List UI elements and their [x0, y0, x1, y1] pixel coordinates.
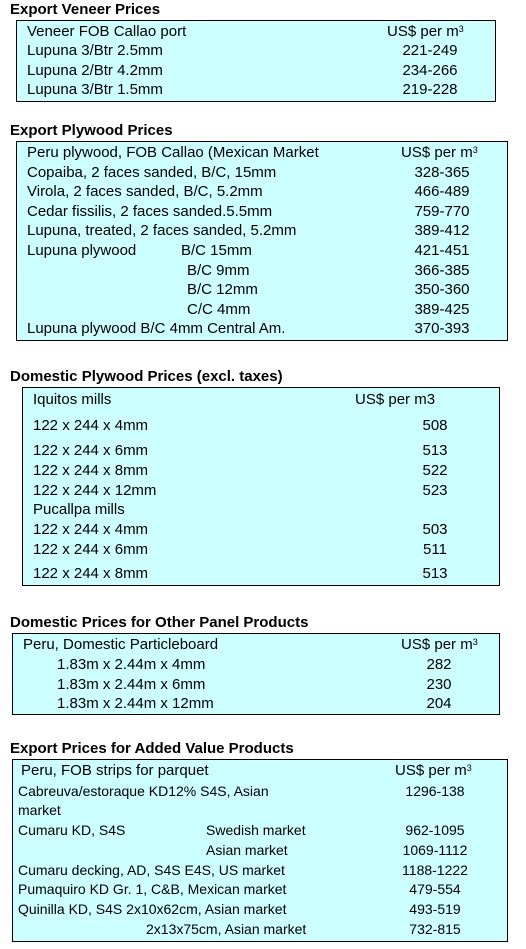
row-value: 503: [422, 521, 448, 538]
row-value: 508: [422, 417, 448, 434]
added-value-header-label: Peru, FOB strips for parquet: [21, 762, 209, 779]
row-label: Cumaru decking, AD, S4S E4S, US market: [18, 862, 285, 878]
row-label: Virola, 2 faces sanded, B/C, 5.2mm: [27, 183, 263, 200]
row-value: 1188-1222: [402, 862, 468, 878]
row-sublabel: C/C 4mm: [187, 301, 251, 318]
row-label: 122 x 244 x 4mm: [33, 417, 149, 434]
row-sublabel: B/C 9mm: [187, 262, 250, 279]
row-value: 370-393: [414, 320, 470, 337]
row-value: 350-360: [414, 281, 470, 298]
row-value: 389-412: [414, 222, 470, 239]
row-value: 389-425: [414, 301, 470, 318]
row-label: 122 x 244 x 4mm: [33, 521, 149, 538]
row-value: 234-266: [402, 62, 458, 79]
row-value: 523: [422, 482, 448, 499]
row-value: 328-365: [414, 164, 470, 181]
row-label: Lupuna 2/Btr 4.2mm: [27, 62, 163, 79]
domestic-unit: US$ per m3: [355, 391, 436, 408]
row-label: Lupuna, treated, 2 faces sanded, 5.2mm: [27, 222, 297, 239]
row-label: Lupuna 3/Btr 1.5mm: [27, 81, 163, 98]
row-sublabel: B/C 12mm: [187, 281, 258, 298]
row-sublabel: Swedish market: [206, 822, 306, 838]
plywood-header-label: Peru plywood, FOB Callao (Mexican Market: [27, 144, 319, 161]
row-label: Cumaru KD, S4S: [18, 822, 126, 838]
row-sublabel: 2x13x75cm, Asian market: [146, 921, 307, 937]
row-label: Quinilla KD, S4S 2x10x62cm, Asian market: [18, 901, 287, 917]
row-value: 522: [422, 462, 448, 479]
other-panels-unit: US$ per $m^3$: [401, 636, 478, 653]
row-value: 1069-1112: [402, 842, 468, 858]
plywood-unit: US$ per $m^3$: [401, 144, 478, 161]
row-value: 421-451: [414, 242, 470, 259]
plywood-title: Export Plywood Prices: [10, 122, 173, 139]
row-value: 466-489: [414, 183, 470, 200]
domestic-plywood-table: [22, 387, 500, 586]
row-label: 122 x 244 x 6mm: [33, 541, 149, 558]
row-value: 511: [423, 541, 447, 558]
row-label: Lupuna 3/Btr 2.5mm: [27, 42, 163, 59]
row-value: 204: [426, 695, 452, 712]
row-value: 479-554: [409, 881, 461, 897]
plywood-table: [16, 141, 508, 341]
row-label: Pumaquiro KD Gr. 1, C&B, Mexican market: [18, 881, 287, 897]
row-label: 122 x 244 x 8mm: [33, 565, 149, 582]
added-value-unit: US$ per $m^3$: [395, 762, 472, 779]
row-value: 962-1095: [405, 822, 465, 838]
row-label: 1.83m x 2.44m x 6mm: [57, 676, 206, 693]
row-label: 122 x 244 x 12mm: [33, 482, 157, 499]
row-label: Cedar fissilis, 2 faces sanded.5.5mm: [27, 203, 273, 220]
row-label: Cabreuva/estoraque KD12% S4S, Asian: [18, 783, 269, 799]
domestic-plywood-title: Domestic Plywood Prices (excl. taxes): [10, 368, 283, 385]
row-label: 1.83m x 2.44m x 12mm: [57, 695, 214, 712]
row-label: Lupuna plywood: [27, 242, 137, 259]
row-label: 122 x 244 x 6mm: [33, 442, 149, 459]
veneer-header-label: Veneer FOB Callao port: [27, 23, 187, 40]
row-value: 513: [422, 565, 448, 582]
added-value-title: Export Prices for Added Value Products: [10, 740, 294, 757]
row-value: 493-519: [409, 901, 461, 917]
other-panels-header-label: Peru, Domestic Particleboard: [23, 636, 219, 653]
row-value: 732-815: [409, 921, 461, 937]
row-label: Pucallpa mills: [33, 501, 125, 518]
row-sublabel: Asian market: [206, 842, 288, 858]
row-value: 221-249: [402, 42, 458, 59]
other-panels-title: Domestic Prices for Other Panel Products: [10, 614, 309, 631]
added-value-table: [12, 759, 508, 942]
row-label: 122 x 244 x 8mm: [33, 462, 149, 479]
other-panels-table: [12, 633, 500, 715]
row-value: 230: [426, 676, 452, 693]
row-label: 1.83m x 2.44m x 4mm: [57, 656, 206, 673]
row-value: 1296-138: [405, 783, 465, 799]
veneer-title: Export Veneer Prices: [10, 1, 161, 18]
row-label: Copaiba, 2 faces sanded, B/C, 15mm: [27, 164, 277, 181]
veneer-unit: US$ per $m^3$: [387, 23, 464, 40]
veneer-table: [16, 20, 496, 102]
row-value: 366-385: [414, 262, 470, 279]
row-value: 513: [422, 442, 448, 459]
row-value: 282: [426, 656, 452, 673]
domestic-header-label: Iquitos mills: [33, 391, 112, 408]
row-value: 219-228: [402, 81, 458, 98]
row-label-continued: market: [18, 802, 61, 818]
row-label: Lupuna plywood B/C 4mm Central Am.: [27, 320, 286, 337]
row-sublabel: B/C 15mm: [181, 242, 252, 259]
row-value: 759-770: [414, 203, 470, 220]
